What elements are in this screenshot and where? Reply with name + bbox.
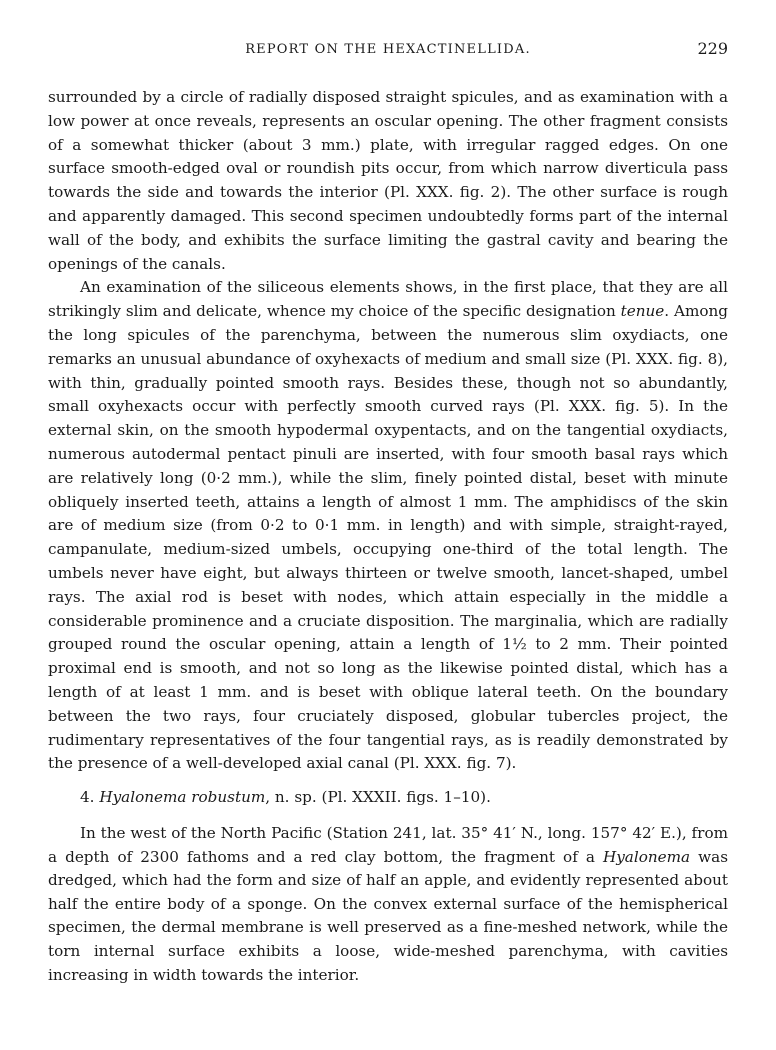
species-heading-suffix: , n. sp. (Pl. XXXII. figs. 1–10). — [265, 788, 491, 806]
paragraph-text: In the west of the North Pacific (Station 241, lat. 35° 41′ N., long. 157° 42′ E.), from a depth of 2300 fathoms and a red clay bottom, the fragment of a — [48, 824, 728, 866]
species-epithet: tenue — [620, 302, 665, 321]
running-title: REPORT ON THE HEXACTINELLIDA. — [245, 42, 531, 57]
paragraph-siliceous-elements — [48, 276, 728, 776]
running-header — [48, 38, 728, 62]
species-heading — [80, 786, 720, 808]
paragraph-text: . Among the long spicules of the parenchyma, between the numerous slim oxydiacts, one remarks an unusual abundance of oxyhexacts of medium and small size (Pl. XXX. fig. 8), with thin, gradually pointed smooth rays. Besides these, though not so abundantly, small oxyhexacts occur with perfectly smooth curved rays (Pl. XXX. fig. 5). In the external skin, on the smooth hypodermal oxypentacts, and on the tangential oxydiacts, numerous autodermal pentact pinuli are inserted, with four smooth basal rays which are relatively long (0·2 mm.), while the slim, finely pointed distal, beset with minute obliquely inserted teeth, attains a length of almost 1 mm. The amphidiscs of the skin are of medium size (from 0·2 to 0·1 mm. in length) and with simple, straight-rayed, campanulate, medium-sized umbels, occupying one-third of the total length. The umbels never have eight, but always thirteen or twelve smooth, lancet-shaped, umbel rays. The axial rod is beset with nodes, which attain especially in the middle a considerable prominence and a cruciate disposition. The marginalia, which are radially grouped round the oscular opening, attain a length of 1½ to 2 mm. Their pointed proximal end is smooth, and not so long as the likewise pointed distal, which has a length of at least 1 mm. and is beset with oblique lateral teeth. On the boundary between the two rays, four cruciately disposed, globular tubercles project, the rudimentary representatives of the four tangential rays, as is readily demonstrated by the presence of a well-developed axial canal (Pl. XXX. fig. 7). — [48, 302, 729, 773]
paragraph-station — [48, 822, 728, 987]
species-description — [48, 822, 728, 987]
paragraph-text: An examination of the siliceous elements shows, in the first place, that they are all strikingly slim and delicate, whence my choice of the specific designation — [48, 278, 728, 321]
body-text — [48, 86, 728, 776]
genus-name: Hyalonema — [602, 847, 691, 866]
paragraph-text: was dredged, which had the form and size of half an apple, and evidently represented about half the entire body of a sponge. On the convex external surface of the hemispherical specimen, the dermal membrane is well preserved as a fine-meshed network, while the torn internal surface exhibits a loose, wide-meshed parenchyma, with cavities increasing in width towards the interior. — [48, 847, 728, 984]
page-number: 229 — [697, 39, 728, 58]
species-number: 4. — [80, 788, 100, 806]
species-name: Hyalonema robustum — [99, 788, 266, 806]
paragraph-continuation: surrounded by a circle of radially disposed straight spicules, and as examination with a low power at once reveals, represents an oscular opening. The other fragment consists of a somewhat thicker (about 3 mm.) plate, with irregular ragged edges. On one surface smooth-edged oval or roundish pits occur, from which narrow diverticula pass towards the side and towards the interior (Pl. XXX. fig. 2). The other surface is rough and apparently damaged. This second specimen undoubtedly forms part of the internal wall of the body, and exhibits the surface limiting the gastral cavity and bearing the openings of the canals. — [48, 88, 728, 273]
